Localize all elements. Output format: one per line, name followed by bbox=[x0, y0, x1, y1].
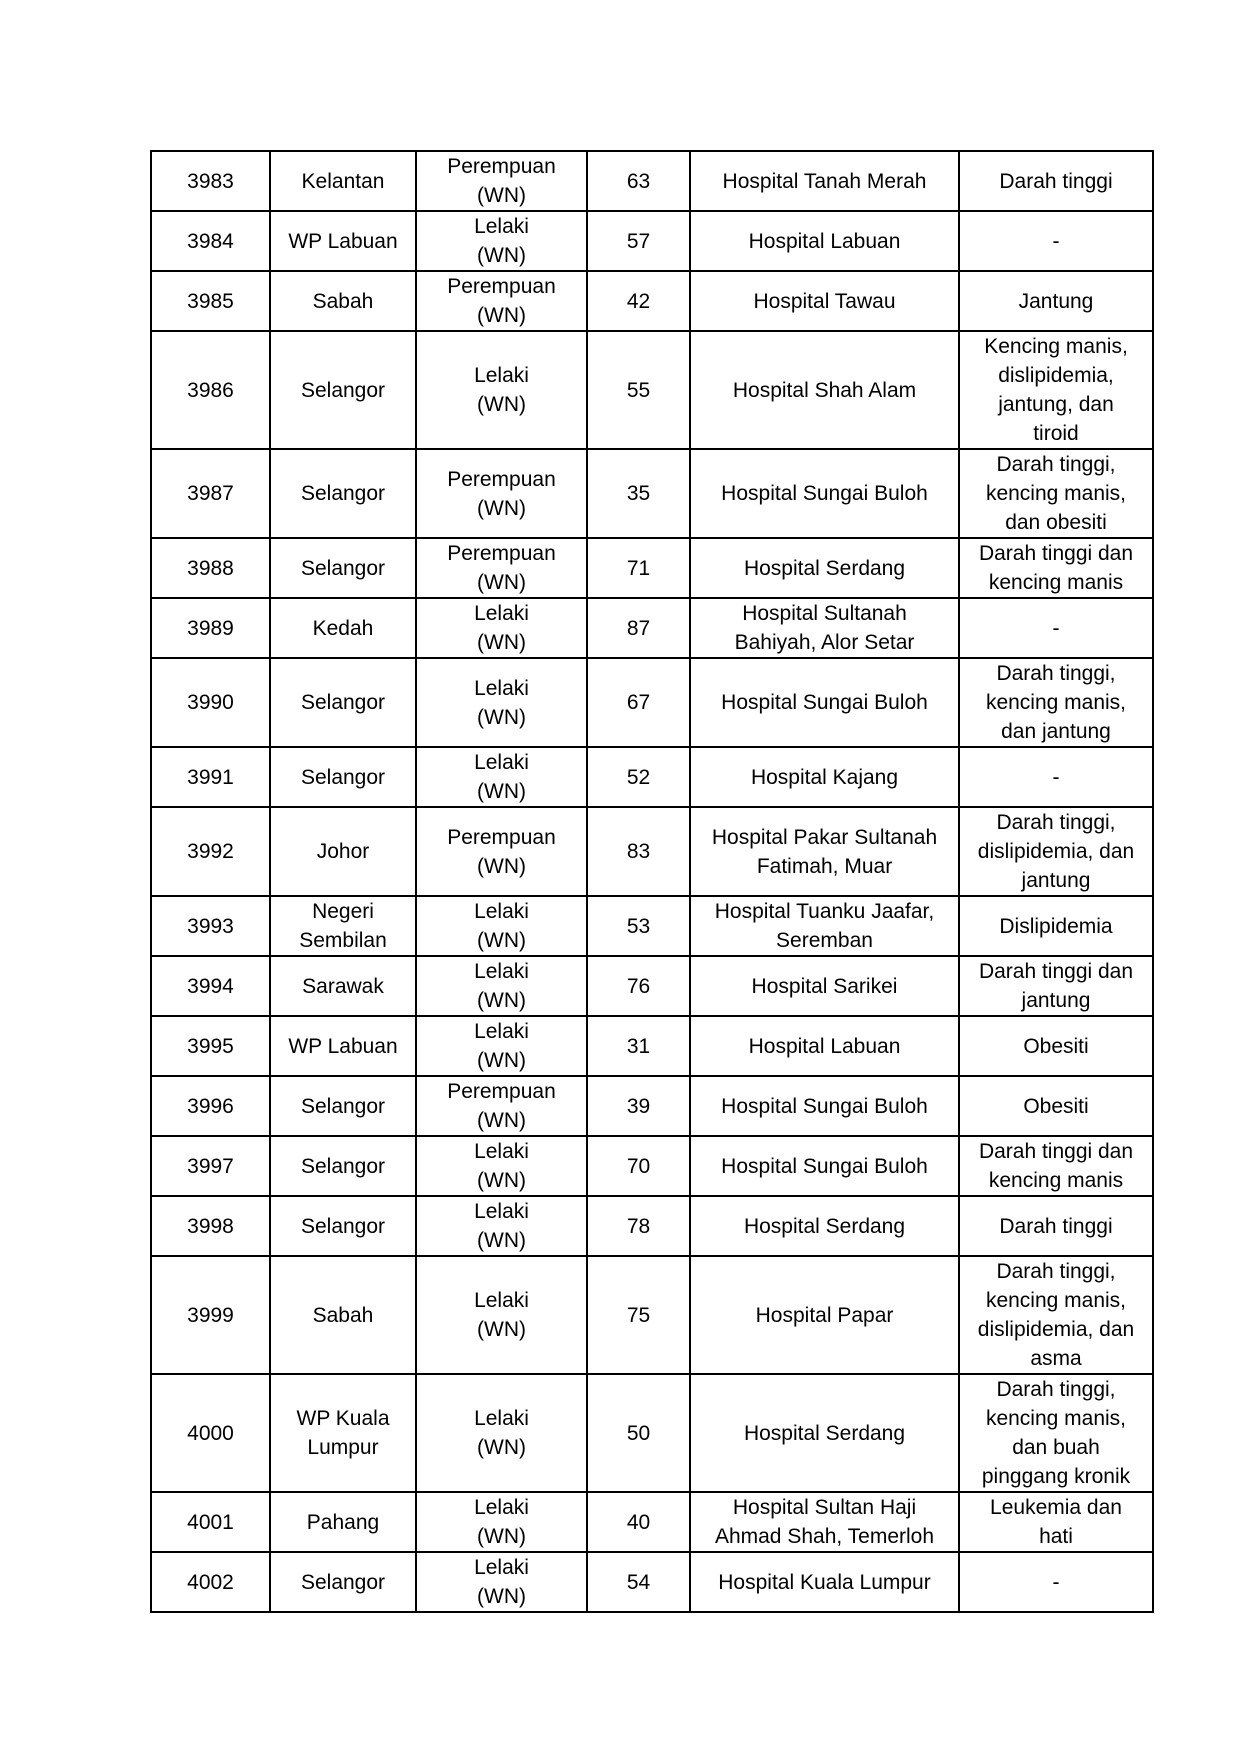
gender-cell bbox=[416, 211, 587, 271]
state-cell bbox=[270, 211, 416, 271]
hospital-cell-text: Hospital Labuan bbox=[748, 229, 901, 253]
age-cell-text: 42 bbox=[626, 289, 651, 313]
hospital-cell bbox=[690, 271, 959, 331]
hospital-cell-text: Hospital Sultanah Bahiyah, Alor Setar bbox=[734, 602, 915, 654]
case-number-cell-text: 3998 bbox=[187, 1214, 234, 1238]
state-cell bbox=[270, 449, 416, 538]
condition-cell-text: Dislipidemia bbox=[999, 914, 1113, 938]
age-cell-text: 57 bbox=[626, 229, 651, 253]
hospital-cell-text: Hospital Shah Alam bbox=[732, 378, 917, 402]
gender-cell bbox=[416, 1374, 587, 1492]
case-number-cell-text: 3984 bbox=[187, 229, 234, 253]
age-cell bbox=[587, 271, 690, 331]
age-cell-text: 52 bbox=[626, 765, 651, 789]
gender-cell bbox=[416, 1016, 587, 1076]
state-cell-text: Selangor bbox=[300, 378, 386, 402]
condition-cell-text: Darah tinggi bbox=[999, 169, 1113, 193]
table-row bbox=[151, 1552, 1153, 1612]
age-cell bbox=[587, 1016, 690, 1076]
state-cell-text: Selangor bbox=[300, 1570, 386, 1594]
gender-cell-text: Lelaki (WN) bbox=[474, 1020, 529, 1072]
state-cell bbox=[270, 807, 416, 896]
age-cell bbox=[587, 1256, 690, 1374]
hospital-cell-text: Hospital Sungai Buloh bbox=[721, 691, 928, 714]
state-cell-text: Sabah bbox=[312, 1303, 374, 1327]
condition-cell-text: Darah tinggi, kencing manis, dan obesiti bbox=[985, 453, 1127, 534]
hospital-cell bbox=[690, 807, 959, 896]
gender-cell-text: Lelaki (WN) bbox=[474, 900, 529, 952]
condition-cell bbox=[959, 1552, 1153, 1612]
hospital-cell bbox=[690, 1196, 959, 1256]
age-cell-text: 54 bbox=[626, 1570, 651, 1594]
state-cell-text: WP Labuan bbox=[288, 1034, 398, 1058]
hospital-cell bbox=[690, 658, 959, 747]
state-cell-text: Selangor bbox=[300, 1214, 386, 1238]
gender-cell-text: Lelaki (WN) bbox=[474, 676, 529, 729]
case-number-cell-text: 3990 bbox=[187, 691, 234, 714]
age-cell bbox=[587, 1136, 690, 1196]
gender-cell-text: Lelaki (WN) bbox=[474, 602, 529, 654]
hospital-cell-text: Hospital Sungai Buloh bbox=[721, 1154, 928, 1178]
case-number-cell bbox=[151, 1196, 270, 1256]
hospital-cell-text: Hospital Sultan Haji Ahmad Shah, Temerloh bbox=[714, 1496, 935, 1548]
table-row bbox=[151, 1196, 1153, 1256]
case-number-cell-text: 3993 bbox=[187, 914, 234, 938]
state-cell-text: Selangor bbox=[300, 556, 386, 580]
age-cell bbox=[587, 747, 690, 807]
hospital-cell bbox=[690, 1016, 959, 1076]
gender-cell-text: Lelaki (WN) bbox=[474, 215, 529, 267]
table-row bbox=[151, 896, 1153, 956]
hospital-cell bbox=[690, 211, 959, 271]
gender-cell-text: Perempuan (WN) bbox=[447, 542, 556, 594]
age-cell-text: 63 bbox=[626, 169, 651, 193]
condition-cell bbox=[959, 211, 1153, 271]
case-number-cell-text: 3987 bbox=[187, 482, 234, 505]
age-cell-text: 75 bbox=[626, 1303, 651, 1327]
table-row bbox=[151, 331, 1153, 449]
gender-cell bbox=[416, 598, 587, 658]
state-cell-text: Selangor bbox=[300, 765, 386, 789]
age-cell bbox=[587, 331, 690, 449]
state-cell bbox=[270, 1374, 416, 1492]
table-row bbox=[151, 1492, 1153, 1552]
age-cell-text: 40 bbox=[626, 1510, 651, 1534]
gender-cell bbox=[416, 1552, 587, 1612]
condition-cell-text: Darah tinggi, kencing manis, dan jantung bbox=[985, 662, 1127, 743]
age-cell-text: 78 bbox=[626, 1214, 651, 1238]
hospital-cell bbox=[690, 1552, 959, 1612]
table-row bbox=[151, 598, 1153, 658]
case-number-cell bbox=[151, 896, 270, 956]
gender-cell bbox=[416, 956, 587, 1016]
hospital-cell-text: Hospital Tuanku Jaafar, Seremban bbox=[714, 900, 935, 952]
gender-cell bbox=[416, 151, 587, 211]
age-cell bbox=[587, 211, 690, 271]
condition-cell bbox=[959, 538, 1153, 598]
age-cell bbox=[587, 1492, 690, 1552]
case-number-cell bbox=[151, 1552, 270, 1612]
gender-cell-text: Perempuan (WN) bbox=[447, 275, 556, 327]
case-number-cell bbox=[151, 747, 270, 807]
age-cell bbox=[587, 1076, 690, 1136]
state-cell bbox=[270, 1016, 416, 1076]
gender-cell-text: Lelaki (WN) bbox=[474, 1140, 529, 1192]
case-number-cell-text: 3994 bbox=[187, 974, 234, 998]
state-cell-text: WP Kuala Lumpur bbox=[296, 1407, 390, 1459]
case-number-cell bbox=[151, 271, 270, 331]
state-cell bbox=[270, 1196, 416, 1256]
state-cell bbox=[270, 1136, 416, 1196]
state-cell-text: Pahang bbox=[306, 1510, 380, 1534]
condition-cell bbox=[959, 1016, 1153, 1076]
gender-cell-text: Lelaki (WN) bbox=[474, 751, 529, 803]
condition-cell bbox=[959, 658, 1153, 747]
table-row bbox=[151, 1374, 1153, 1492]
case-number-cell-text: 3997 bbox=[187, 1154, 234, 1178]
condition-cell bbox=[959, 449, 1153, 538]
case-number-cell-text: 3995 bbox=[187, 1034, 234, 1058]
condition-cell-text: - bbox=[1052, 765, 1060, 789]
condition-cell-text: Darah tinggi dan jantung bbox=[978, 960, 1134, 1012]
hospital-cell-text: Hospital Serdang bbox=[743, 1421, 906, 1445]
condition-cell-text: Obesiti bbox=[1023, 1034, 1089, 1058]
condition-cell bbox=[959, 1374, 1153, 1492]
age-cell bbox=[587, 1374, 690, 1492]
gender-cell-text: Lelaki (WN) bbox=[474, 960, 529, 1012]
age-cell-text: 55 bbox=[626, 378, 651, 402]
age-cell-text: 71 bbox=[626, 556, 651, 580]
hospital-cell-text: Hospital Tawau bbox=[753, 289, 896, 313]
condition-cell bbox=[959, 271, 1153, 331]
state-cell-text: Johor bbox=[316, 840, 370, 863]
age-cell bbox=[587, 807, 690, 896]
gender-cell bbox=[416, 896, 587, 956]
gender-cell bbox=[416, 1196, 587, 1256]
table-row bbox=[151, 538, 1153, 598]
case-number-cell bbox=[151, 151, 270, 211]
hospital-cell bbox=[690, 956, 959, 1016]
gender-cell-text: Lelaki (WN) bbox=[474, 1200, 529, 1252]
gender-cell bbox=[416, 271, 587, 331]
hospital-cell bbox=[690, 747, 959, 807]
gender-cell-text: Lelaki (WN) bbox=[474, 1407, 529, 1459]
hospital-cell-text: Hospital Kajang bbox=[750, 765, 899, 789]
age-cell-text: 87 bbox=[626, 616, 651, 640]
condition-cell bbox=[959, 1196, 1153, 1256]
state-cell-text: Sabah bbox=[312, 289, 374, 313]
condition-cell-text: Darah tinggi, kencing manis, dislipidemia, dan asma bbox=[977, 1260, 1135, 1370]
state-cell bbox=[270, 1492, 416, 1552]
state-cell bbox=[270, 598, 416, 658]
case-number-cell-text: 4001 bbox=[187, 1510, 234, 1534]
age-cell-text: 31 bbox=[626, 1034, 651, 1058]
case-number-cell bbox=[151, 1492, 270, 1552]
condition-cell-text: Darah tinggi, dislipidemia, dan jantung bbox=[977, 811, 1135, 892]
hospital-cell-text: Hospital Tanah Merah bbox=[722, 169, 927, 193]
case-number-cell bbox=[151, 1256, 270, 1374]
condition-cell bbox=[959, 151, 1153, 211]
age-cell bbox=[587, 658, 690, 747]
hospital-cell bbox=[690, 1492, 959, 1552]
hospital-cell bbox=[690, 598, 959, 658]
table-row bbox=[151, 1136, 1153, 1196]
hospital-cell bbox=[690, 896, 959, 956]
state-cell bbox=[270, 1076, 416, 1136]
state-cell bbox=[270, 151, 416, 211]
hospital-cell-text: Hospital Sarikei bbox=[751, 974, 898, 998]
hospital-cell-text: Hospital Kuala Lumpur bbox=[718, 1570, 931, 1594]
condition-cell-text: Darah tinggi bbox=[999, 1214, 1113, 1238]
hospital-cell-text: Hospital Labuan bbox=[748, 1034, 901, 1058]
table-row bbox=[151, 956, 1153, 1016]
age-cell-text: 35 bbox=[626, 482, 651, 505]
state-cell bbox=[270, 747, 416, 807]
table-row bbox=[151, 211, 1153, 271]
case-number-cell-text: 3983 bbox=[187, 169, 234, 193]
gender-cell bbox=[416, 658, 587, 747]
gender-cell-text: Perempuan (WN) bbox=[447, 825, 556, 878]
case-number-cell bbox=[151, 598, 270, 658]
state-cell bbox=[270, 658, 416, 747]
state-cell-text: WP Labuan bbox=[288, 229, 398, 253]
condition-cell-text: Leukemia dan hati bbox=[990, 1496, 1122, 1548]
state-cell bbox=[270, 1256, 416, 1374]
state-cell-text: Selangor bbox=[300, 482, 386, 505]
hospital-cell-text: Hospital Serdang bbox=[743, 556, 906, 580]
state-cell-text: Selangor bbox=[300, 1094, 386, 1118]
age-cell-text: 53 bbox=[626, 914, 651, 938]
table-row bbox=[151, 151, 1153, 211]
state-cell bbox=[270, 1552, 416, 1612]
condition-cell bbox=[959, 1492, 1153, 1552]
case-number-cell-text: 3988 bbox=[187, 556, 234, 580]
gender-cell-text: Perempuan (WN) bbox=[447, 155, 556, 207]
gender-cell-text: Lelaki (WN) bbox=[474, 1289, 529, 1341]
gender-cell-text: Perempuan (WN) bbox=[447, 1080, 556, 1132]
state-cell-text: Selangor bbox=[300, 1154, 386, 1178]
state-cell bbox=[270, 271, 416, 331]
age-cell-text: 83 bbox=[626, 840, 651, 863]
hospital-cell-text: Hospital Sungai Buloh bbox=[721, 1094, 928, 1118]
age-cell bbox=[587, 1196, 690, 1256]
condition-cell-text: - bbox=[1052, 616, 1060, 640]
case-number-cell-text: 4000 bbox=[187, 1421, 234, 1445]
age-cell bbox=[587, 538, 690, 598]
gender-cell bbox=[416, 1492, 587, 1552]
case-number-cell bbox=[151, 956, 270, 1016]
case-number-cell-text: 3991 bbox=[187, 765, 234, 789]
gender-cell-text: Lelaki (WN) bbox=[474, 1496, 529, 1548]
age-cell bbox=[587, 1552, 690, 1612]
cases-table bbox=[150, 150, 1154, 1613]
state-cell bbox=[270, 896, 416, 956]
condition-cell bbox=[959, 956, 1153, 1016]
age-cell-text: 76 bbox=[626, 974, 651, 998]
condition-cell bbox=[959, 598, 1153, 658]
case-number-cell-text: 3986 bbox=[187, 378, 234, 402]
table-row bbox=[151, 271, 1153, 331]
state-cell-text: Selangor bbox=[300, 691, 386, 714]
state-cell bbox=[270, 331, 416, 449]
case-number-cell-text: 3985 bbox=[187, 289, 234, 313]
case-number-cell bbox=[151, 1136, 270, 1196]
condition-cell bbox=[959, 747, 1153, 807]
case-number-cell-text: 3999 bbox=[187, 1303, 234, 1327]
cases-table-body bbox=[151, 151, 1153, 1612]
state-cell-text: Negeri Sembilan bbox=[299, 900, 387, 952]
condition-cell bbox=[959, 1076, 1153, 1136]
condition-cell bbox=[959, 1136, 1153, 1196]
table-row bbox=[151, 449, 1153, 538]
case-number-cell bbox=[151, 1076, 270, 1136]
hospital-cell-text: Hospital Serdang bbox=[743, 1214, 906, 1238]
gender-cell-text: Perempuan (WN) bbox=[447, 467, 556, 520]
age-cell bbox=[587, 449, 690, 538]
case-number-cell-text: 3989 bbox=[187, 616, 234, 640]
age-cell-text: 50 bbox=[626, 1421, 651, 1445]
hospital-cell bbox=[690, 538, 959, 598]
condition-cell bbox=[959, 807, 1153, 896]
case-number-cell bbox=[151, 538, 270, 598]
hospital-cell bbox=[690, 1076, 959, 1136]
condition-cell bbox=[959, 1256, 1153, 1374]
age-cell-text: 39 bbox=[626, 1094, 651, 1118]
hospital-cell bbox=[690, 1136, 959, 1196]
condition-cell bbox=[959, 331, 1153, 449]
case-number-cell-text: 3992 bbox=[187, 840, 234, 863]
case-number-cell bbox=[151, 807, 270, 896]
table-row bbox=[151, 1016, 1153, 1076]
condition-cell-text: Obesiti bbox=[1023, 1094, 1089, 1118]
hospital-cell bbox=[690, 331, 959, 449]
case-number-cell-text: 4002 bbox=[187, 1570, 234, 1594]
hospital-cell-text: Hospital Pakar Sultanah Fatimah, Muar bbox=[711, 825, 938, 878]
gender-cell bbox=[416, 807, 587, 896]
condition-cell-text: Darah tinggi, kencing manis, dan buah pinggang kronik bbox=[981, 1378, 1131, 1488]
gender-cell bbox=[416, 1136, 587, 1196]
case-number-cell bbox=[151, 1374, 270, 1492]
age-cell bbox=[587, 956, 690, 1016]
age-cell bbox=[587, 151, 690, 211]
condition-cell-text: Jantung bbox=[1018, 289, 1094, 313]
gender-cell-text: Lelaki (WN) bbox=[474, 1556, 529, 1608]
condition-cell-text: - bbox=[1052, 1570, 1060, 1594]
table-row bbox=[151, 658, 1153, 747]
age-cell bbox=[587, 896, 690, 956]
gender-cell bbox=[416, 538, 587, 598]
gender-cell bbox=[416, 1256, 587, 1374]
state-cell-text: Kelantan bbox=[301, 169, 385, 193]
gender-cell bbox=[416, 747, 587, 807]
gender-cell-text: Lelaki (WN) bbox=[474, 364, 529, 416]
case-number-cell bbox=[151, 449, 270, 538]
condition-cell-text: Darah tinggi dan kencing manis bbox=[978, 542, 1134, 594]
table-row bbox=[151, 807, 1153, 896]
state-cell-text: Kedah bbox=[312, 616, 374, 640]
state-cell bbox=[270, 538, 416, 598]
state-cell bbox=[270, 956, 416, 1016]
age-cell bbox=[587, 598, 690, 658]
hospital-cell bbox=[690, 449, 959, 538]
condition-cell-text: Darah tinggi dan kencing manis bbox=[978, 1140, 1134, 1192]
age-cell-text: 70 bbox=[626, 1154, 651, 1178]
case-number-cell bbox=[151, 331, 270, 449]
table-row bbox=[151, 747, 1153, 807]
hospital-cell bbox=[690, 1374, 959, 1492]
condition-cell bbox=[959, 896, 1153, 956]
gender-cell bbox=[416, 331, 587, 449]
table-row bbox=[151, 1076, 1153, 1136]
hospital-cell bbox=[690, 1256, 959, 1374]
case-number-cell bbox=[151, 1016, 270, 1076]
hospital-cell-text: Hospital Sungai Buloh bbox=[721, 482, 928, 505]
condition-cell-text: Kencing manis, dislipidemia, jantung, dan tiroid bbox=[984, 335, 1128, 445]
state-cell-text: Sarawak bbox=[302, 974, 384, 998]
hospital-cell bbox=[690, 151, 959, 211]
condition-cell-text: - bbox=[1052, 229, 1060, 253]
gender-cell bbox=[416, 449, 587, 538]
case-number-cell bbox=[151, 658, 270, 747]
age-cell-text: 67 bbox=[626, 691, 651, 714]
gender-cell bbox=[416, 1076, 587, 1136]
case-number-cell-text: 3996 bbox=[187, 1094, 234, 1118]
case-number-cell bbox=[151, 211, 270, 271]
hospital-cell-text: Hospital Papar bbox=[755, 1303, 894, 1327]
table-row bbox=[151, 1256, 1153, 1374]
